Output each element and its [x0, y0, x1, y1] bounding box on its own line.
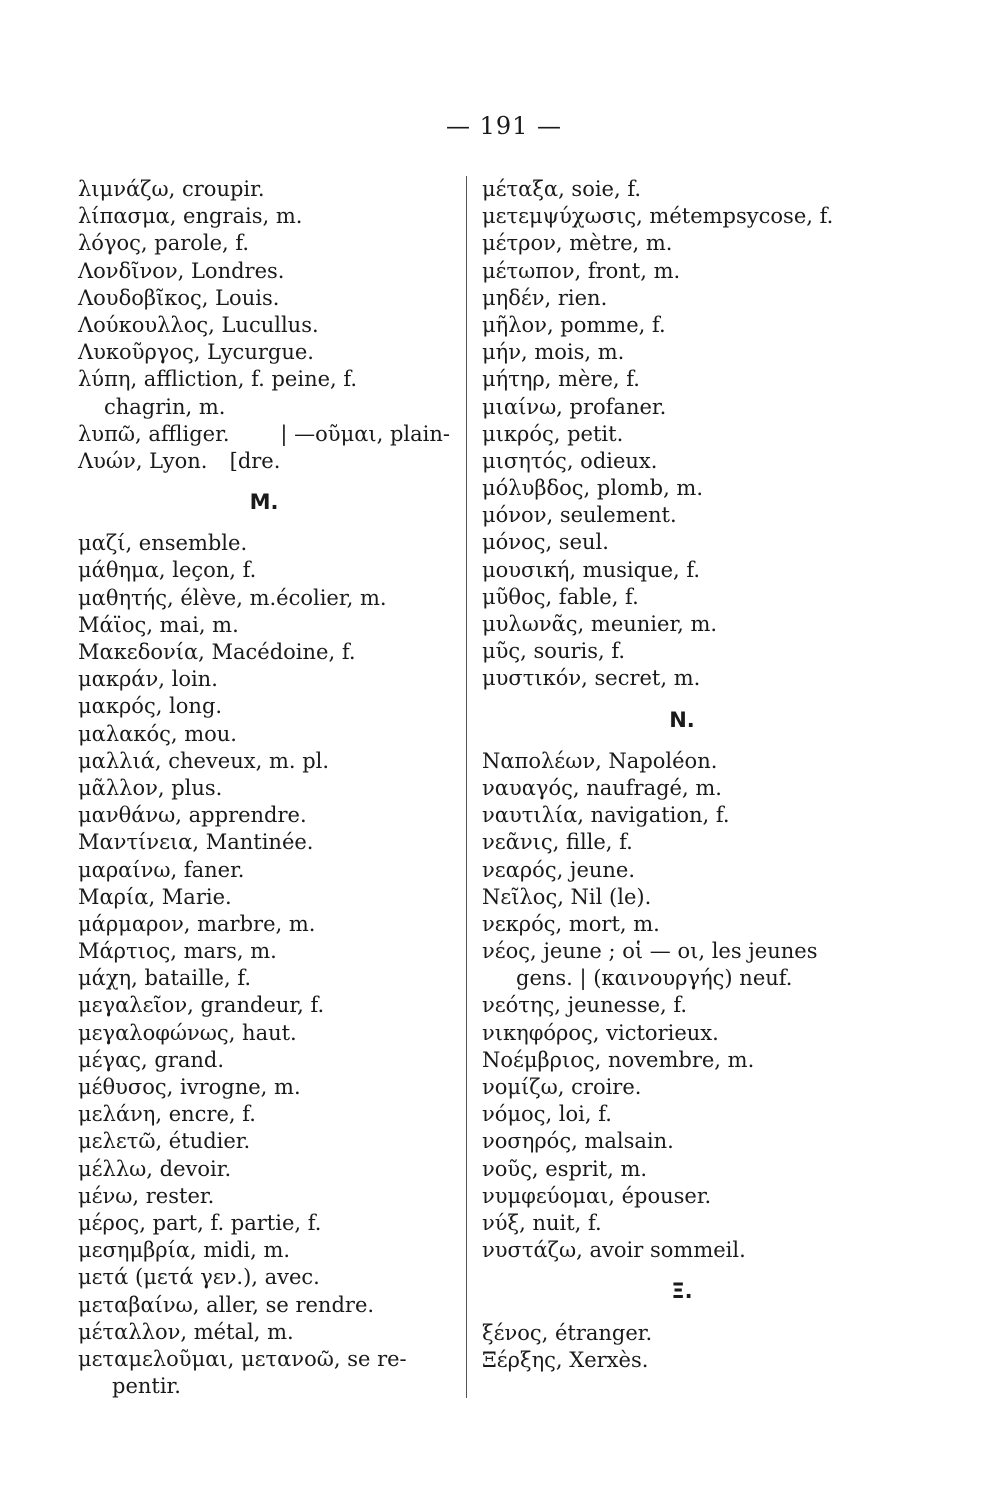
entry-lypi: λύπη, affliction, f. peine, f.: [78, 367, 358, 392]
entry-neilos: Νεῖλος, Nil (le).: [482, 884, 652, 909]
entry-metron: μέτρον, mètre, m.: [482, 231, 673, 256]
entry-miaino: μιαίνω, profaner.: [482, 394, 667, 419]
entry-maria: Μαρία, Marie.: [78, 884, 232, 909]
entry-logos: λόγος, parole, f.: [78, 231, 250, 256]
entry-mousiki: μουσική, musique, f.: [482, 557, 701, 582]
entry-manthano: μανθάνω, apprendre.: [78, 803, 307, 828]
entry-misitos: μισητός, odieux.: [482, 448, 658, 473]
spacer: [482, 693, 882, 707]
entry-mathima: μάθημα, leçon, f.: [78, 558, 257, 583]
spacer: [482, 1264, 882, 1278]
entry-mikros: μικρός, petit.: [482, 421, 624, 446]
section-heading-m: M.: [249, 490, 279, 515]
entry-makedonia: Μακεδονία, Macédoine, f.: [78, 640, 356, 664]
entry-mallon: μᾶλλον, plus.: [78, 775, 223, 800]
entry-malakos: μαλακός, mou.: [78, 721, 237, 746]
entry-nymfevomai: νυμφεύομαι, épouser.: [482, 1183, 712, 1208]
entry-monos: μόνος, seul.: [482, 530, 609, 555]
entry-lyon-text: Λυών, Lyon.: [78, 448, 208, 473]
entry-lypo-text: λυπῶ, affliger.: [78, 421, 230, 446]
spacer: [78, 475, 450, 489]
entry-metopon: μέτωπον, front, m.: [482, 258, 681, 283]
entry-mathitis: μαθητής, élève, m.écolier, m.: [78, 585, 387, 610]
entry-napoleon: Ναπολέων, Napoléon.: [482, 748, 718, 773]
entry-lypo: [78, 421, 450, 448]
entry-mylonas: μυλωνᾶς, meunier, m.: [482, 612, 718, 636]
entry-meleto: μελετῶ, étudier.: [78, 1129, 251, 1154]
entry-min: μήν, mois, m.: [482, 340, 625, 365]
spacer: [482, 1306, 882, 1320]
entry-metempsychosis: μετεμψύχωσις, métempsycose, f.: [482, 204, 834, 229]
entry-maraino: μαραίνω, faner.: [78, 857, 245, 882]
entry-metameloumai-continued: pentir.: [112, 1374, 181, 1399]
entry-xenos: ξένος, étranger.: [482, 1320, 653, 1345]
entry-neos: νέος, jeune ; οἱ — οι, les jeunes: [482, 939, 818, 964]
entry-megalofonos: μεγαλοφώνως, haut.: [78, 1020, 297, 1045]
entry-mesimvria: μεσημβρία, midi, m.: [78, 1238, 291, 1263]
entry-lyon: [78, 448, 450, 475]
entry-mys: μῦς, souris, f.: [482, 639, 626, 664]
entry-nearos: νεαρός, jeune.: [482, 857, 636, 882]
entry-nauagos: ναυαγός, naufragé, m.: [482, 775, 722, 800]
entry-mantineia: Μαντίνεια, Mantinée.: [78, 830, 314, 855]
entry-methysos: μέθυσος, ivrogne, m.: [78, 1075, 301, 1099]
entry-lypi-continued: chagrin, m.: [104, 394, 226, 419]
entry-xerxis: Ξέρξης, Xerxès.: [482, 1347, 649, 1372]
section-heading-x: Ξ.: [671, 1279, 693, 1304]
entry-loudovikos: Λουδοβῖκος, Louis.: [78, 285, 280, 310]
entry-lykourgos: Λυκοῦργος, Lycurgue.: [78, 340, 314, 365]
entry-monon: μόνον, seulement.: [482, 503, 677, 528]
spacer: [482, 734, 882, 748]
spacer: [78, 516, 450, 530]
entry-neanis: νεᾶνις, fille, f.: [482, 830, 633, 855]
left-column: [78, 176, 450, 1400]
entry-megas: μέγας, grand.: [78, 1047, 225, 1072]
entry-meros: μέρος, part, f. partie, f.: [78, 1210, 322, 1235]
entry-makros: μακρός, long.: [78, 694, 223, 719]
entry-limnazo: λιμνάζω, croupir.: [78, 177, 265, 201]
page-number: — 191 —: [445, 112, 563, 140]
entry-nomizo: νομίζω, croire.: [482, 1075, 642, 1099]
entry-megaleion: μεγαλεῖον, grandeur, f.: [78, 993, 325, 1018]
entry-nomos: νόμος, loi, f.: [482, 1102, 612, 1127]
entry-metavaino: μεταβαίνω, aller, se rendre.: [78, 1292, 375, 1317]
entry-londinon: Λονδῖνον, Londres.: [78, 258, 285, 283]
entry-maios: Μάϊος, mai, m.: [78, 612, 239, 637]
entry-nyx: νύξ, nuit, f.: [482, 1210, 602, 1235]
entry-marmaron: μάρμαρον, marbre, m.: [78, 911, 316, 936]
entry-meta: μετά (μετά γεν.), avec.: [78, 1265, 320, 1290]
entry-miden: μηδέν, rien.: [482, 285, 608, 310]
entry-loukoullos: Λούκουλλος, Lucullus.: [78, 312, 319, 337]
entry-nekros: νεκρός, mort, m.: [482, 911, 660, 936]
entry-molyvdos: μόλυβδος, plomb, m.: [482, 476, 704, 501]
entry-mystikon: μυστικόν, secret, m.: [482, 666, 701, 691]
entry-meno: μένω, rester.: [78, 1183, 215, 1208]
right-column: [482, 176, 882, 1374]
entry-nous: νοῦς, esprit, m.: [482, 1156, 648, 1181]
entry-metaxa: μέταξα, soie, f.: [482, 177, 642, 201]
entry-neos-continued: gens. | (καινουργής) neuf.: [516, 966, 793, 991]
entry-metameloumai: μεταμελοῦμαι, μετανοῶ, se re-: [78, 1346, 407, 1371]
entry-nautilia: ναυτιλία, navigation, f.: [482, 803, 730, 828]
entry-melani: μελάνη, encre, f.: [78, 1102, 256, 1127]
entry-mythos: μῦθος, fable, f.: [482, 584, 639, 609]
entry-lypo-tail: | —οῦμαι, plain-: [280, 421, 450, 446]
entry-nikiforos: νικηφόρος, victorieux.: [482, 1020, 719, 1045]
column-divider: [466, 176, 467, 1398]
entry-neotis: νεότης, jeunesse, f.: [482, 993, 688, 1018]
entry-metallon: μέταλλον, métal, m.: [78, 1319, 294, 1344]
entry-mello: μέλλω, devoir.: [78, 1156, 232, 1181]
entry-milon: μῆλον, pomme, f.: [482, 312, 666, 337]
entry-mazi: μαζί, ensemble.: [78, 531, 248, 556]
entry-lipasma: λίπασμα, engrais, m.: [78, 204, 303, 229]
entry-mitir: μήτηρ, mère, f.: [482, 367, 640, 392]
entry-makran: μακράν, loin.: [78, 667, 218, 692]
entry-lyon-tail: [dre.: [229, 448, 281, 473]
entry-mallia: μαλλιά, cheveux, m. pl.: [78, 748, 330, 773]
entry-nystazo: νυστάζω, avoir sommeil.: [482, 1238, 746, 1263]
entry-noemvrios: Νοέμβριος, novembre, m.: [482, 1047, 755, 1072]
entry-nosiros: νοσηρός, malsain.: [482, 1129, 674, 1154]
entry-machi: μάχη, bataille, f.: [78, 966, 252, 991]
section-heading-n: N.: [669, 707, 695, 732]
entry-martios: Μάρτιος, mars, m.: [78, 939, 277, 964]
